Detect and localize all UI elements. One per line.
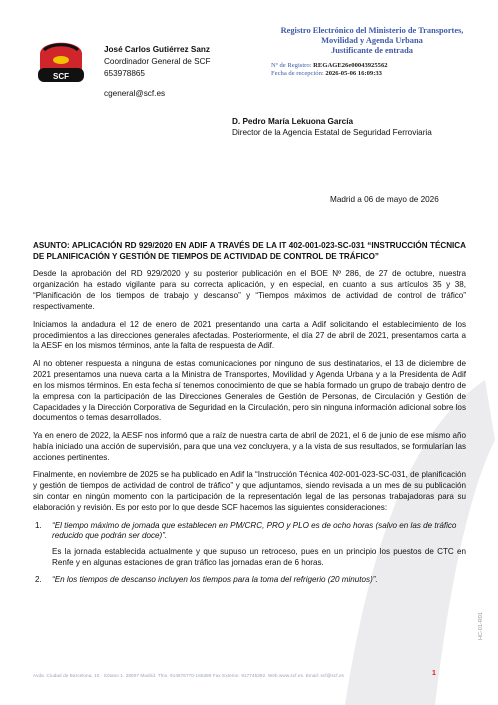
list-item-quote: “En los tiempos de descanso incluyen los tiempos para la toma del refrigerio (20 minutos)”. bbox=[52, 575, 378, 585]
paragraph-4: Ya en enero de 2022, la AESF nos informó que a raíz de nuestra carta de abril de 2021, el 6 de junio de ese mismo año había iniciado una acción de supervisión, para que una vez concluyera, y a la vista de sus resultados, se formularían las acciones pertinentes. bbox=[33, 430, 466, 462]
registry-stamp bbox=[256, 26, 488, 56]
sender-phone: 653978865 bbox=[104, 69, 145, 78]
recipient-role: Director de la Agencia Estatal de Seguridad Ferroviaria bbox=[232, 127, 432, 137]
logo-text: SCF bbox=[53, 72, 69, 81]
sender-name: José Carlos Gutiérrez Sanz bbox=[104, 45, 211, 54]
list-item-number: 1. bbox=[35, 520, 42, 530]
registry-number: REGAGE26e00043925562 bbox=[313, 62, 388, 69]
paragraph-5: Finalmente, en noviembre de 2025 se ha publicado en Adif la “Instrucción Técnica 402-001-023-SC-031, de planificación y gestión de tiempos de actividad de control de tráfico” y que adjuntamos, siendo revisada a un mes de su publicación sin contar en ningún momento con la participación de la representación legal de las personas trabajadoras para su elaboración y revisión. Es por esto por lo que desde SCF hacemos las siguientes consideraciones: bbox=[33, 470, 466, 512]
registry-number-label: Nº de Registro: bbox=[271, 62, 312, 69]
document-reference: HC-01-R01 bbox=[478, 612, 484, 640]
list-item-number: 2. bbox=[35, 575, 42, 585]
recipient-name: D. Pedro María Lekuona García bbox=[232, 117, 354, 126]
paragraph-2: Iniciamos la andadura el 12 de enero de 2021 presentando una carta a Adif solicitando el establecimiento de los procedimientos a las direcciones generales afectadas. Posteriormente, el día 27 de abril de 2021, presentamos carta a la AESF en los mismos términos, ante la falta de respuesta de Adif. bbox=[33, 319, 466, 351]
registry-date-label: Fecha de recepción: bbox=[271, 70, 324, 78]
considerations-list bbox=[33, 521, 466, 587]
scf-logo bbox=[32, 30, 90, 88]
paragraph-1: Desde la aprobación del RD 929/2020 y su posterior publicación en el BOE Nº 286, de 27 de octubre, nuestra organización ha estado vigilante para su correcta aplicación, y en especial, en cuanto a sus artículos 35 y 38, “Planificación de los tiempos de trabajo y descanso” y “Tiempos máximos de actividad de control de tráfico” respectivamente. bbox=[33, 269, 466, 312]
page-number: 1 bbox=[432, 670, 436, 677]
paragraph-3: Al no obtener respuesta a ninguna de estas comunicaciones por ninguno de sus destinatarios, el 13 de diciembre de 2021 presentamos una nueva carta a la Ministra de Transportes, Movilidad y Agenda Urbana y a la Presidenta de Adif en los mismos términos. En esta fecha sí tenemos conocimiento de que se había formado un grupo de trabajo dentro de la empresa con la participación de las Direcciones Generales de Gestión de Personas, de Circulación y Gestión de Capacidades y la Dirección Corporativa de Seguridad en la Circulación, pero sin ninguna información adicional sobre los documentos o temas desarrollados. bbox=[33, 358, 466, 423]
sender-email: cgeneral@scf.es bbox=[104, 89, 166, 98]
sender-role: Coordinador General de SCF bbox=[104, 57, 211, 66]
list-item bbox=[33, 521, 466, 570]
registry-meta bbox=[271, 62, 388, 79]
letter-date: Madrid a 06 de mayo de 2026 bbox=[330, 195, 439, 204]
list-item bbox=[33, 575, 466, 586]
registry-title-2: Movilidad y Agenda Urbana bbox=[321, 36, 423, 45]
sender-block bbox=[104, 44, 211, 100]
subject-line: ASUNTO: APLICACIÓN RD 929/2020 EN ADIF A TRAVÉS DE LA IT 402-001-023-SC-031 “INSTRUCCIÓN TÉCNICA DE PLANIFICACIÓN Y GESTIÓN DE TIEMPOS DE ACTIVIDAD DE CONTROL DE TRÁFICO” bbox=[33, 241, 466, 261]
list-item-text: Es la jornada establecida actualmente y que supuso un retroceso, pues en un principio los puestos de CTC en Renfe y en algunas estaciones de gran tráfico las jornadas eran de 6 horas. bbox=[52, 547, 466, 568]
letter-body bbox=[33, 241, 466, 593]
registry-title-1: Registro Electrónico del Ministerio de Transportes, bbox=[280, 26, 464, 35]
list-item-quote: “El tiempo máximo de jornada que establecen en PM/CRC, PRO y PLO es de ocho horas (salvo en las de tráfico reducido que podrán ser doce)”. bbox=[52, 520, 457, 541]
recipient-block bbox=[232, 117, 432, 138]
registry-subtitle: Justificante de entrada bbox=[331, 46, 413, 55]
footer-address: Avda. Ciudad de Barcelona, 10 · Sótano 1. 28007 Madrid. Tfno. 914676770-165386 Fax Exterior. 917745392. Web www.scf.es. Email: scf@scf.es bbox=[33, 673, 345, 678]
registry-date: 2026-05-06 16:09:33 bbox=[325, 70, 382, 78]
